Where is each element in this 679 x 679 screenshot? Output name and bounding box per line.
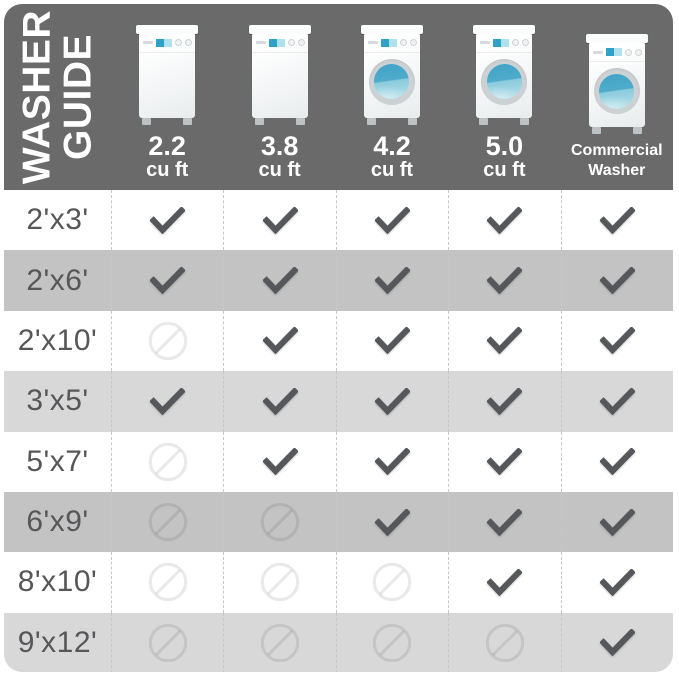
washer-display	[381, 39, 397, 47]
page-title	[14, 4, 99, 190]
washer-body	[589, 43, 645, 127]
cell-not-compatible	[336, 552, 448, 612]
cell-compatible	[561, 190, 673, 250]
check-icon	[263, 448, 298, 475]
cell-compatible	[448, 371, 560, 431]
cell-not-compatible	[223, 492, 335, 552]
cell-compatible	[448, 432, 560, 492]
washer-lid	[361, 25, 423, 34]
check-icon	[600, 448, 635, 475]
capacity-label	[371, 132, 413, 181]
front-load-washer-icon	[473, 25, 535, 125]
capacity-label	[483, 132, 525, 181]
check-icon	[600, 629, 635, 656]
washer-door	[369, 59, 415, 105]
cell-compatible	[336, 250, 448, 310]
capacity-label	[571, 141, 663, 181]
rug-size-label: 5'x7'	[26, 444, 89, 478]
capacity-label-line2: cu ft	[370, 159, 414, 181]
cell-not-compatible	[448, 613, 560, 672]
cell-compatible	[561, 613, 673, 672]
washer-knob	[635, 49, 642, 56]
cell-compatible	[336, 190, 448, 250]
rug-size-label: 2'x10'	[17, 323, 98, 357]
washer-knob	[288, 39, 295, 46]
washer-control-panel	[143, 38, 191, 48]
check-icon	[600, 509, 635, 536]
guide-title-cell	[4, 4, 111, 190]
washer-column-header	[111, 4, 223, 190]
cell-compatible	[223, 190, 335, 250]
cell-compatible	[561, 552, 673, 612]
washer-seam	[139, 52, 195, 53]
washer-foot	[255, 118, 264, 125]
prohibited-icon	[147, 622, 189, 664]
washer-knob	[400, 39, 407, 46]
cell-compatible	[448, 250, 560, 310]
cell-not-compatible	[111, 492, 223, 552]
washer-foot	[520, 118, 529, 125]
rug-size-label: 6'x9'	[26, 505, 89, 539]
cell-compatible	[336, 432, 448, 492]
capacity-label-line1: Commercial	[571, 142, 663, 159]
cell-compatible	[561, 492, 673, 552]
check-icon	[375, 448, 410, 475]
prohibited-icon	[484, 622, 526, 664]
cell-compatible	[111, 371, 223, 431]
check-icon	[375, 267, 410, 294]
cell-not-compatible	[111, 552, 223, 612]
capacity-label	[258, 132, 300, 181]
check-icon	[600, 327, 635, 354]
cell-compatible	[561, 432, 673, 492]
check-icon	[150, 207, 185, 234]
cell-compatible	[448, 311, 560, 371]
washer-lid	[473, 25, 535, 34]
prohibited-icon	[259, 622, 301, 664]
washer-display	[606, 48, 622, 56]
header	[4, 4, 673, 190]
washer-buttons	[256, 41, 266, 44]
washer-foot	[633, 127, 642, 134]
cell-compatible	[561, 311, 673, 371]
check-icon	[375, 509, 410, 536]
prohibited-icon	[259, 561, 301, 603]
table-row	[4, 613, 673, 672]
cell-compatible	[561, 371, 673, 431]
washer-display	[156, 39, 172, 47]
washer-control-panel	[368, 38, 416, 48]
washer-control-panel	[480, 38, 528, 48]
capacity-label-line1: 3.8	[260, 130, 299, 161]
washer-column-header	[336, 4, 448, 190]
prohibited-icon	[147, 320, 189, 362]
washer-display	[493, 39, 509, 47]
capacity-label	[146, 132, 188, 181]
washer-buttons	[143, 41, 153, 44]
prohibited-icon	[147, 441, 189, 483]
front-load-washer-icon	[361, 25, 423, 125]
rug-size-label: 8'x10'	[17, 565, 98, 599]
washer-foot	[183, 118, 192, 125]
top-load-washer-icon	[249, 25, 311, 125]
rug-size-label: 2'x6'	[26, 263, 89, 297]
washer-body	[252, 34, 308, 118]
washer-buttons	[593, 51, 603, 54]
washer-lid	[586, 34, 648, 43]
washer-foot	[296, 118, 305, 125]
washer-knob	[625, 49, 632, 56]
table-row	[4, 250, 673, 310]
washer-body	[476, 34, 532, 118]
check-icon	[150, 267, 185, 294]
check-icon	[150, 388, 185, 415]
capacity-label-line2: cu ft	[146, 159, 189, 181]
cell-compatible	[223, 371, 335, 431]
cell-compatible	[223, 311, 335, 371]
cell-not-compatible	[223, 613, 335, 672]
washer-seam	[252, 52, 308, 53]
washer-knob	[512, 39, 519, 46]
prohibited-icon	[147, 501, 189, 543]
washer-control-panel	[593, 47, 641, 57]
washer-lid	[249, 25, 311, 34]
cell-not-compatible	[336, 613, 448, 672]
cell-compatible	[448, 552, 560, 612]
check-icon	[375, 207, 410, 234]
washer-column-header	[223, 4, 335, 190]
check-icon	[263, 327, 298, 354]
cell-compatible	[223, 432, 335, 492]
check-icon	[487, 207, 522, 234]
washer-foot	[367, 118, 376, 125]
check-icon	[487, 569, 522, 596]
capacity-label-line2: Washer	[588, 162, 646, 179]
washer-foot	[408, 118, 417, 125]
washer-foot	[142, 118, 151, 125]
page-title-line1: WASHER	[14, 9, 58, 185]
washer-seam	[476, 52, 532, 53]
washer-knob	[298, 39, 305, 46]
rug-size-label: 2'x3'	[26, 203, 89, 237]
table-row	[4, 492, 673, 552]
washer-drum-water	[487, 64, 522, 99]
capacity-label-line2: cu ft	[483, 159, 526, 181]
washer-knob	[185, 39, 192, 46]
cell-compatible	[448, 492, 560, 552]
capacity-label-line1: 5.0	[485, 130, 524, 161]
cell-not-compatible	[223, 552, 335, 612]
washer-display	[269, 39, 285, 47]
capacity-label-line2: cu ft	[258, 159, 301, 181]
cell-compatible	[336, 371, 448, 431]
washer-buttons	[368, 41, 378, 44]
rug-size-label: 9'x12'	[17, 625, 98, 659]
front-load-washer-icon	[586, 34, 648, 134]
washer-lid	[136, 25, 198, 34]
washer-guide-card	[4, 4, 673, 672]
rug-size-label: 3'x5'	[26, 384, 89, 418]
page-title-line2: GUIDE	[55, 34, 99, 161]
washer-seam	[364, 52, 420, 53]
washer-knob	[175, 39, 182, 46]
washer-column-header	[561, 4, 673, 190]
check-icon	[487, 388, 522, 415]
washer-seam	[589, 61, 645, 62]
capacity-label-line1: 2.2	[148, 130, 186, 161]
prohibited-icon	[147, 561, 189, 603]
cell-compatible	[223, 250, 335, 310]
cell-not-compatible	[111, 613, 223, 672]
check-icon	[487, 327, 522, 354]
washer-foot	[479, 118, 488, 125]
washer-knob	[410, 39, 417, 46]
table-row	[4, 552, 673, 612]
washer-buttons	[480, 41, 490, 44]
cell-compatible	[336, 311, 448, 371]
cell-compatible	[448, 190, 560, 250]
compatibility-table	[4, 190, 673, 672]
washer-column-header	[448, 4, 560, 190]
washer-body	[364, 34, 420, 118]
check-icon	[600, 569, 635, 596]
cell-not-compatible	[111, 311, 223, 371]
prohibited-icon	[371, 561, 413, 603]
top-load-washer-icon	[136, 25, 198, 125]
check-icon	[375, 327, 410, 354]
washer-foot	[592, 127, 601, 134]
washer-drum-water	[374, 64, 409, 99]
prohibited-icon	[371, 622, 413, 664]
washer-door	[594, 68, 640, 114]
check-icon	[600, 388, 635, 415]
washer-control-panel	[256, 38, 304, 48]
check-icon	[375, 388, 410, 415]
washer-drum-water	[599, 74, 634, 109]
cell-compatible	[561, 250, 673, 310]
check-icon	[263, 207, 298, 234]
capacity-label-line1: 4.2	[373, 130, 411, 161]
check-icon	[600, 267, 635, 294]
table-row	[4, 432, 673, 492]
cell-compatible	[111, 250, 223, 310]
cell-compatible	[336, 492, 448, 552]
washer-door	[481, 59, 527, 105]
check-icon	[263, 388, 298, 415]
check-icon	[263, 267, 298, 294]
table-row	[4, 311, 673, 371]
prohibited-icon	[259, 501, 301, 543]
cell-compatible	[111, 190, 223, 250]
table-row	[4, 371, 673, 431]
table-row	[4, 190, 673, 250]
washer-knob	[522, 39, 529, 46]
check-icon	[487, 509, 522, 536]
washer-body	[139, 34, 195, 118]
check-icon	[487, 448, 522, 475]
check-icon	[600, 207, 635, 234]
check-icon	[487, 267, 522, 294]
cell-not-compatible	[111, 432, 223, 492]
